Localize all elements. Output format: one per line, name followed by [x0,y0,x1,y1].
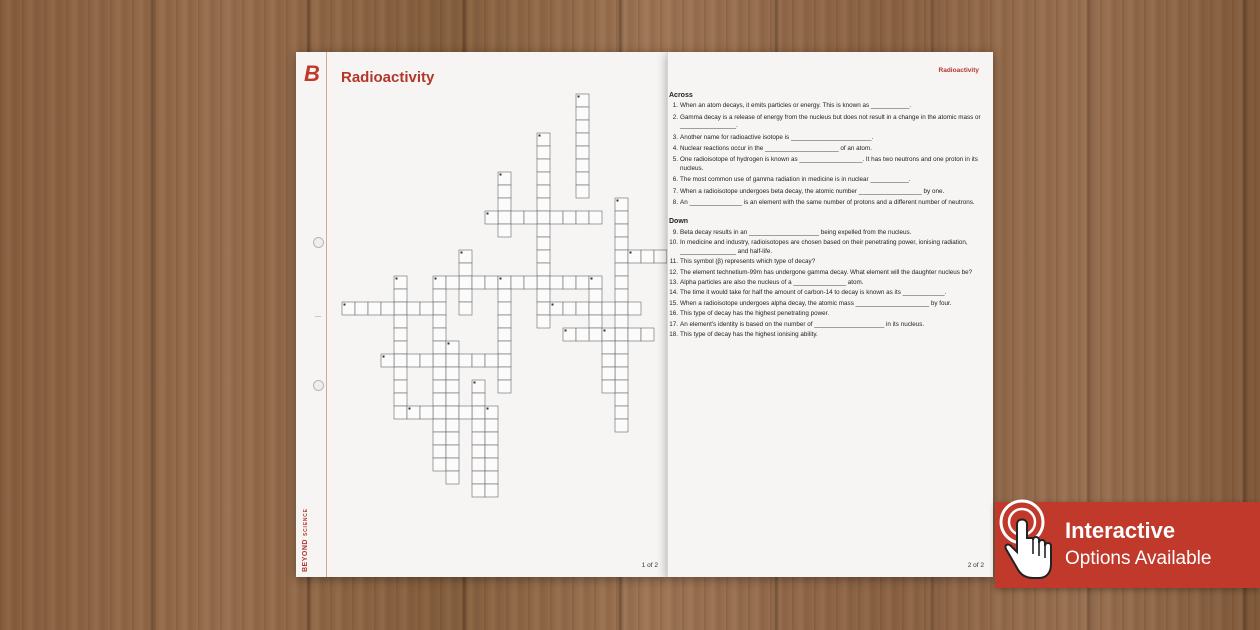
crossword-cell[interactable] [472,432,485,445]
clue-number: 4. [672,145,678,153]
crossword-cell[interactable] [485,484,498,497]
crossword-cell[interactable] [472,419,485,432]
crossword-grid [296,52,667,577]
crossword-cell[interactable] [628,328,641,341]
crossword-cell[interactable] [537,159,550,172]
crossword-cell[interactable] [394,393,407,406]
crossword-cell[interactable] [394,341,407,354]
crossword-cell[interactable] [615,250,628,263]
clue-number: 17. [669,320,678,328]
interactive-options-badge[interactable] [995,502,1260,588]
crossword-cell[interactable] [589,328,602,341]
crossword-cell[interactable] [394,328,407,341]
crossword-cell[interactable] [537,224,550,237]
crossword-cell[interactable] [407,302,420,315]
crossword-cell[interactable] [537,276,550,289]
crossword-cell[interactable] [576,276,589,289]
clue-text: An element's identity is based on the number of ____________________ in its nucleus. [680,320,925,328]
clue-number: 12. [669,268,678,276]
crossword-cell[interactable] [433,445,446,458]
crossword-cell[interactable] [446,471,459,484]
clue-text: The element technetium-99m has undergone gamma decay. What element will the daughter nucleus be? [680,268,973,276]
clue-text: An _______________ is an element with the same number of protons and a different number of neutrons. [680,199,975,207]
beyond-logo-icon: B [304,61,320,86]
crossword-cell[interactable] [420,354,433,367]
clue-text: The time it would take for half the amount of carbon-14 to decay is known as its ____________. [680,289,947,297]
crossword-cell[interactable] [615,419,628,432]
clue-number: 6. [672,176,678,184]
crossword-cell[interactable] [589,315,602,328]
crossword-cell[interactable] [446,458,459,471]
across-clue [668,102,994,110]
worksheet-page-1 [296,52,667,577]
clue-text: When an atom decays, it emits particles or energy. This is known as ___________. [680,102,912,110]
clue-number: 18. [669,330,678,338]
down-heading: Down [669,218,689,226]
crossword-cell[interactable] [511,211,524,224]
crossword-cell[interactable] [511,276,524,289]
crossword-cell[interactable] [433,406,446,419]
down-clue [668,300,994,308]
across-clues [668,102,994,207]
crossword-cell[interactable] [433,367,446,380]
clue-text: This type of decay has the highest penetrating power. [680,310,830,318]
crossword-cell[interactable] [498,341,511,354]
down-clue [668,289,994,297]
crossword-cell[interactable] [433,328,446,341]
down-clue [668,279,994,287]
crossword-cell[interactable] [394,380,407,393]
crossword-cell[interactable] [602,367,615,380]
down-clue [668,229,994,237]
crossword-cell[interactable] [602,302,615,315]
crossword-cell[interactable] [589,302,602,315]
crossword-cell[interactable] [628,302,641,315]
clue-number-marker [409,408,411,410]
crossword-cell[interactable] [589,211,602,224]
crossword-cell[interactable] [433,302,446,315]
clue-text: Nuclear reactions occur in the _____________________ of an atom. [680,145,872,153]
across-clue [668,188,994,196]
crossword-cell[interactable] [537,146,550,159]
crossword-cell[interactable] [537,302,550,315]
crossword-cell[interactable] [550,276,563,289]
clue-number: 8. [672,199,678,207]
crossword-cell[interactable] [537,211,550,224]
crossword-cell[interactable] [576,302,589,315]
crossword-cell[interactable] [472,458,485,471]
clue-number-marker [461,252,463,254]
crossword-cell[interactable] [394,315,407,328]
crossword-cell[interactable] [589,289,602,302]
crossword-cell[interactable] [433,432,446,445]
crossword-cell[interactable] [485,445,498,458]
crossword-cell[interactable] [446,419,459,432]
crossword-cell[interactable] [420,406,433,419]
clue-text: Gamma decay is a release of energy from the nucleus but does not result in a change in the atomic mass or ________________. [680,113,981,130]
crossword-cell[interactable] [498,367,511,380]
clue-number-marker [591,278,593,280]
crossword-cell[interactable] [498,302,511,315]
crossword-cell[interactable] [472,406,485,419]
clue-list [668,92,994,341]
crossword-cell[interactable] [615,380,628,393]
crossword-cell[interactable] [472,445,485,458]
crossword-cell[interactable] [524,276,537,289]
crossword-cell[interactable] [563,211,576,224]
page-title: Radioactivity [341,69,435,86]
crossword-cell[interactable] [576,120,589,133]
crossword-cell[interactable] [537,172,550,185]
clue-text: This symbol (β) represents which type of decay? [680,258,816,266]
crossword-cell[interactable] [615,224,628,237]
crossword-cell[interactable] [615,302,628,315]
worksheet-page-2 [667,52,993,577]
crossword-cell[interactable] [498,185,511,198]
crossword-cell[interactable] [537,237,550,250]
clue-number-marker [500,174,502,176]
crossword-cell[interactable] [615,315,628,328]
crossword-cell[interactable] [459,289,472,302]
crossword-cell[interactable] [537,198,550,211]
clue-number: 2. [672,113,678,121]
crossword-cell[interactable] [368,302,381,315]
clue-number: 11. [669,258,678,266]
brand-name: BEYOND [302,539,309,572]
crossword-cell[interactable] [576,328,589,341]
crossword-cell[interactable] [472,276,485,289]
crossword-cell[interactable] [615,341,628,354]
crossword-cell[interactable] [498,224,511,237]
crossword-cell[interactable] [472,393,485,406]
crossword-cell[interactable] [615,328,628,341]
crossword-cell[interactable] [576,146,589,159]
clue-number-marker [578,96,580,98]
crossword-cell[interactable] [524,211,537,224]
crossword-cell[interactable] [498,289,511,302]
crossword-cell[interactable] [485,458,498,471]
crossword-cell[interactable] [615,354,628,367]
crossword-cell[interactable] [550,211,563,224]
crossword-cell[interactable] [498,211,511,224]
crossword-cell[interactable] [615,263,628,276]
crossword-cell[interactable] [485,276,498,289]
touch-hand-icon [995,496,1059,592]
clue-number-marker [435,278,437,280]
crossword-cell[interactable] [472,484,485,497]
down-clue [668,258,994,266]
clue-text: Alpha particles are also the nucleus of a _______________ atom. [680,278,864,286]
crossword-cell[interactable] [472,354,485,367]
crossword-cell[interactable] [446,393,459,406]
clue-number: 9. [672,228,678,236]
crossword-cell[interactable] [433,458,446,471]
clue-number: 1. [672,102,678,110]
clue-number-marker [474,382,476,384]
down-clue [668,331,994,339]
crossword-cell[interactable] [498,328,511,341]
crossword-cell[interactable] [654,250,667,263]
crossword-cell[interactable] [433,289,446,302]
down-clue [668,239,994,256]
clue-number-marker [552,304,554,306]
clue-number-marker [617,200,619,202]
crossword-cell[interactable] [641,250,654,263]
crossword-cell[interactable] [472,471,485,484]
clue-number: 14. [669,289,678,297]
crossword-cell[interactable] [407,354,420,367]
clue-number-marker [630,252,632,254]
crossword-cell[interactable] [459,354,472,367]
page-header: Radioactivity [938,67,979,74]
crossword-cell[interactable] [602,341,615,354]
crossword-cell[interactable] [433,341,446,354]
crossword-cell[interactable] [394,406,407,419]
clue-number: 10. [669,239,678,247]
clue-number-marker [396,278,398,280]
crossword-cell[interactable] [641,328,654,341]
crossword-cell[interactable] [576,107,589,120]
clue-number-marker [383,356,385,358]
crossword-cell[interactable] [394,302,407,315]
clue-text: This type of decay has the highest ionising ability. [680,330,818,338]
across-clue [668,199,994,207]
clue-number: 15. [669,299,678,307]
clue-number: 5. [672,156,678,164]
crossword-cell[interactable] [537,263,550,276]
down-clues [668,229,994,339]
badge-title: Interactive [1065,518,1176,543]
clue-number-marker [448,343,450,345]
crossword-cell[interactable] [485,419,498,432]
crossword-cell[interactable] [459,406,472,419]
badge-subtitle: Options Available [1065,548,1212,569]
crossword-cell[interactable] [446,432,459,445]
crossword-cell[interactable] [485,471,498,484]
crossword-cell[interactable] [576,172,589,185]
crossword-cell[interactable] [576,211,589,224]
across-clue [668,145,994,153]
down-clue [668,269,994,277]
crossword-cell[interactable] [446,276,459,289]
crossword-cell[interactable] [498,198,511,211]
crossword-cell[interactable] [355,302,368,315]
clue-text: Beta decay results in an ____________________ being expelled from the nucleus. [680,228,912,236]
clue-number: 16. [669,310,678,318]
crossword-cell[interactable] [615,289,628,302]
clue-number-marker [487,213,489,215]
across-clue [668,134,994,142]
crossword-cell[interactable] [537,185,550,198]
clue-number: 7. [672,187,678,195]
clue-number-marker [500,278,502,280]
down-clue [668,321,994,329]
brand-subname: SCIENCE [303,508,309,537]
clue-number-marker [344,304,346,306]
crossword-cell[interactable] [615,276,628,289]
crossword-cell[interactable] [576,159,589,172]
clue-text: One radioisotope of hydrogen is known as __________________. It has two neutrons and one proton in its nucleus. [680,156,978,172]
crossword-cell[interactable] [498,315,511,328]
crossword-cell[interactable] [433,380,446,393]
crossword-cell[interactable] [459,263,472,276]
crossword-cell[interactable] [498,380,511,393]
clue-text: In medicine and industry, radioisotopes are chosen based on their penetrating power, ionising radiation, ________________ and half-life. [680,239,968,255]
clue-number-marker [604,330,606,332]
page-number: 2 of 2 [967,562,984,569]
clue-number-marker [487,408,489,410]
clue-number: 13. [669,278,678,286]
crossword-cell[interactable] [446,367,459,380]
crossword-cell[interactable] [602,380,615,393]
crossword-cell[interactable] [615,211,628,224]
down-clue [668,310,994,318]
crossword-cell[interactable] [433,419,446,432]
clue-text: The most common use of gamma radiation in medicine is in nuclear ___________. [680,176,911,184]
clue-number: 3. [672,133,678,141]
crossword-cell[interactable] [563,276,576,289]
crossword-cell[interactable] [615,406,628,419]
crossword-cell[interactable] [615,367,628,380]
crossword-cell[interactable] [537,315,550,328]
crossword-cell[interactable] [381,302,394,315]
crossword-cell[interactable] [394,354,407,367]
crossword-cell[interactable] [537,289,550,302]
crossword-cell[interactable] [459,302,472,315]
page-number: 1 of 2 [641,562,658,569]
crossword-cell[interactable] [602,354,615,367]
crossword-cell[interactable] [433,393,446,406]
crossword-cell[interactable] [446,445,459,458]
clue-text: Another name for radioactive isotope is _______________________. [680,133,874,141]
across-clue [668,156,994,173]
crossword-cell[interactable] [485,432,498,445]
crossword-cell[interactable] [420,302,433,315]
crossword-cell[interactable] [576,185,589,198]
crossword-cell[interactable] [576,133,589,146]
crossword-cell[interactable] [537,250,550,263]
crossword-cell[interactable] [615,237,628,250]
crossword-cell[interactable] [446,354,459,367]
crossword-cell[interactable] [394,367,407,380]
crossword-cell[interactable] [498,354,511,367]
clue-text: When a radioisotope undergoes alpha decay, the atomic mass _____________________ by four. [680,299,952,307]
crossword-cell[interactable] [485,354,498,367]
crossword-cell[interactable] [563,302,576,315]
crossword-cell[interactable] [446,380,459,393]
across-heading: Across [669,92,693,99]
clue-number-marker [565,330,567,332]
crossword-cell[interactable] [459,276,472,289]
across-clue [668,176,994,184]
crossword-cell[interactable] [433,315,446,328]
crossword-cell[interactable] [394,289,407,302]
crossword-cell[interactable] [446,406,459,419]
clue-text: When a radioisotope undergoes beta decay, the atomic number __________________ by one. [680,187,945,195]
crossword-cell[interactable] [615,393,628,406]
across-clue [668,114,994,131]
crossword-cell[interactable] [433,354,446,367]
clue-number-marker [539,135,541,137]
